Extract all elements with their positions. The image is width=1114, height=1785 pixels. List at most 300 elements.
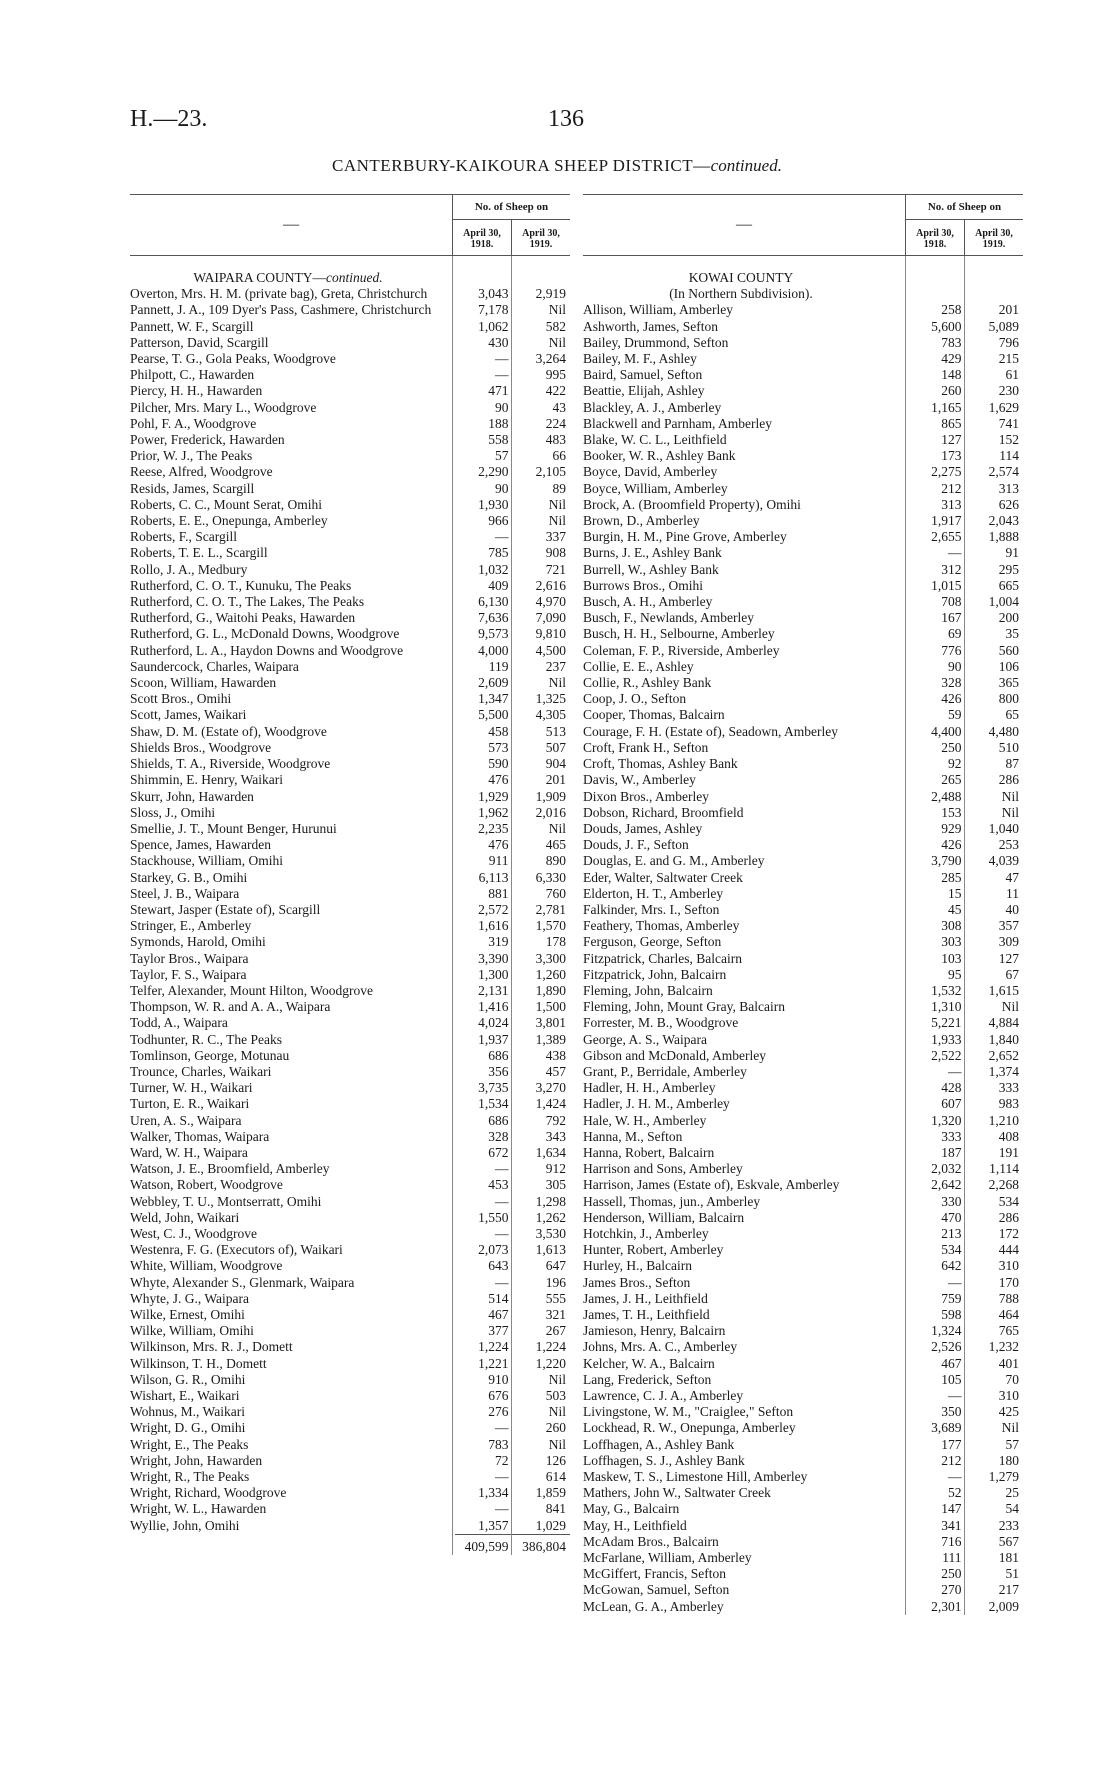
table-row [583,821,1023,837]
row-name: Kelcher, W. A., Balcairn [583,1355,715,1371]
row-name: White, William, Woodgrove [130,1258,283,1274]
table-row [583,319,1023,335]
table-row [130,1388,570,1404]
row-value-1918: 2,572 [478,901,509,917]
row-value-1919: 401 [998,1355,1019,1371]
row-value-1919: 1,634 [535,1144,566,1160]
total-row [130,1534,570,1555]
row-value-1918: 330 [941,1193,962,1209]
row-name: Lawrence, C. J. A., Amberley [583,1388,744,1404]
table-row [130,1453,570,1469]
row-value-1918: 1,347 [478,691,509,707]
row-value-1918: 328 [488,1128,509,1144]
row-value-1919: 614 [545,1469,566,1485]
row-value-1918: 558 [488,432,509,448]
row-value-1919: 995 [545,367,566,383]
row-name: Hotchkin, J., Amberley [583,1225,709,1241]
table-row [583,691,1023,707]
row-value-1919: 260 [545,1420,566,1436]
row-value-1919: 1,029 [535,1517,566,1533]
table-row [583,967,1023,983]
row-name: Boyce, William, Amberley [583,480,728,496]
row-name: Collie, R., Ashley Bank [583,675,712,691]
row-name: Overton, Mrs. H. M. (private bag), Greta, Christchurch [130,286,428,302]
row-name: Busch, H. H., Selbourne, Amberley [583,626,775,642]
row-value-1919: 337 [545,529,566,545]
table-row [130,1242,570,1258]
subtitle-continued: continued. [710,156,782,175]
table-row [583,383,1023,399]
row-value-1919: 170 [998,1274,1019,1290]
row-name: Watson, J. E., Broomfield, Amberley [130,1161,330,1177]
row-value-1918: 59 [948,707,962,723]
row-value-1918: 6,113 [478,869,509,885]
row-value-1918: 426 [941,837,962,853]
section-continued: continued. [326,270,383,285]
row-name: Grant, P., Berridale, Amberley [583,1063,747,1079]
table-row [583,675,1023,691]
row-name: Harrison and Sons, Amberley [583,1161,743,1177]
row-name: Whyte, Alexander S., Glenmark, Waipara [130,1274,355,1290]
table-row [583,707,1023,723]
row-name: Baird, Samuel, Sefton [583,367,703,383]
row-value-1918: 1,310 [931,999,962,1015]
row-value-1919: 890 [545,853,566,869]
row-value-1919: 321 [545,1307,566,1322]
row-name: Jamieson, Henry, Balcairn [583,1323,726,1339]
row-name: Wilson, G. R., Omihi [130,1371,246,1387]
row-value-1919: 912 [545,1161,566,1177]
row-value-1919: 4,039 [988,853,1019,869]
table-row [583,400,1023,416]
table-row [130,1145,570,1161]
row-name: Busch, F., Newlands, Amberley [583,610,755,626]
table-row [130,1323,570,1339]
table-row [583,789,1023,805]
table-head [583,195,1023,256]
row-value-1918: 1,930 [478,496,509,512]
row-value-1918: 285 [941,869,962,885]
row-name: Hale, W. H., Amberley [583,1112,707,1128]
row-value-1919: 464 [998,1307,1019,1322]
row-value-1919: 2,016 [535,804,566,820]
row-name: Rutherford, G. L., McDonald Downs, Woodgrove [130,626,400,642]
row-name: Booker, W. R., Ashley Bank [583,448,736,464]
section-sub-row [583,286,1023,302]
row-value-1919: 626 [998,496,1019,512]
row-value-1919: 286 [998,1209,1019,1225]
row-value-1919: 309 [998,934,1019,950]
row-value-1918: 783 [941,334,962,350]
row-name: Shields Bros., Woodgrove [130,739,272,755]
row-value-1919: 40 [1005,901,1019,917]
row-name: Burns, J. E., Ashley Bank [583,545,722,561]
row-value-1919: 425 [998,1404,1019,1420]
row-value-1919: 4,500 [535,642,566,658]
row-value-1919: 908 [545,545,566,561]
row-value-1918: 5,221 [931,1015,962,1031]
row-value-1918: — [948,1469,962,1485]
row-value-1919: 2,043 [988,513,1019,529]
row-value-1919: 483 [545,432,566,448]
table-row [130,497,570,513]
row-value-1918: 430 [488,334,509,350]
table-row [130,1275,570,1291]
row-value-1919: 2,781 [535,901,566,917]
total-label [130,1534,455,1555]
table-row [583,1048,1023,1064]
row-value-1918: — [495,529,509,545]
row-name: Spence, James, Hawarden [130,837,271,853]
row-name: West, C. J., Woodgrove [130,1225,257,1241]
table-row [130,918,570,934]
row-name: Wilke, Ernest, Omihi [130,1307,245,1322]
row-value-1918: 111 [942,1550,962,1566]
row-name: Davis, W., Amberley [583,772,696,788]
row-value-1918: 69 [948,626,962,642]
table-row [583,1485,1023,1501]
row-name: Skurr, John, Hawarden [130,788,254,804]
row-name: Dixon Bros., Amberley [583,788,709,804]
row-value-1919: 9,810 [535,626,566,642]
row-value-1918: 105 [941,1371,962,1387]
table-row [583,1161,1023,1177]
row-value-1919: 422 [545,383,566,399]
table-row [583,1194,1023,1210]
row-name: Bailey, Drummond, Sefton [583,334,729,350]
row-name: James, T. H., Leithfield [583,1307,710,1322]
row-value-1919: 444 [998,1242,1019,1258]
row-value-1918: 676 [488,1388,509,1404]
row-value-1918: 5,600 [931,318,962,334]
row-name: Ferguson, George, Sefton [583,934,722,950]
table-row [583,837,1023,853]
row-name: Wright, John, Hawarden [130,1452,263,1468]
table-row [130,1177,570,1193]
table-head [130,195,570,256]
table-row [583,1404,1023,1420]
row-value-1919: 647 [545,1258,566,1274]
row-value-1918: 2,526 [931,1339,962,1355]
row-value-1919: 3,801 [535,1015,566,1031]
row-value-1918: 429 [941,351,962,367]
row-value-1918: 476 [488,772,509,788]
table-row [130,1469,570,1485]
row-value-1919: 87 [1005,756,1019,772]
head-dash: — [130,195,453,255]
row-value-1918: 4,000 [478,642,509,658]
table-row [130,594,570,610]
row-value-1919: Nil [548,1436,566,1452]
table-row [583,513,1023,529]
table-row [130,1226,570,1242]
row-value-1918: 3,689 [931,1420,962,1436]
row-value-1918: 1,224 [478,1339,509,1355]
row-value-1918: 187 [941,1144,962,1160]
table-row [583,870,1023,886]
row-value-1919: 54 [1005,1501,1019,1517]
table-row [583,1226,1023,1242]
table-row [583,934,1023,950]
table-row [130,400,570,416]
table-row [130,1194,570,1210]
row-value-1918: 2,488 [931,788,962,804]
head-col-1919: April 30, 1919. [964,220,1023,255]
row-name: Burgin, H. M., Pine Grove, Amberley [583,529,787,545]
head-col-1919: April 30, 1919. [511,220,570,255]
row-value-1918: 573 [488,739,509,755]
row-value-1919: 230 [998,383,1019,399]
row-name: Rutherford, L. A., Haydon Downs and Woodgrove [130,642,404,658]
row-value-1919: 253 [998,837,1019,853]
table-row [130,529,570,545]
row-value-1919: Nil [548,1371,566,1387]
head-cols [906,220,1023,255]
row-value-1919: 741 [998,415,1019,431]
row-name: Hanna, Robert, Balcairn [583,1144,715,1160]
row-value-1919: 126 [545,1452,566,1468]
row-value-1918: 90 [495,480,509,496]
row-name: Thompson, W. R. and A. A., Waipara [130,999,331,1015]
row-name: Boyce, David, Amberley [583,464,718,480]
table-row [583,1210,1023,1226]
table-row [583,594,1023,610]
row-value-1919: Nil [548,513,566,529]
row-value-1919: 333 [998,1080,1019,1096]
table-row [583,1113,1023,1129]
row-name: Lang, Frederick, Sefton [583,1371,712,1387]
row-name: Hassell, Thomas, jun., Amberley [583,1193,761,1209]
table-body [583,256,1023,1615]
table-row [583,1145,1023,1161]
section-title: KOWAI COUNTY [688,270,794,285]
row-value-1919: 796 [998,334,1019,350]
row-value-1918: — [495,351,509,367]
table-row [130,659,570,675]
row-value-1919: 267 [545,1323,566,1339]
row-value-1918: 467 [488,1307,509,1322]
row-value-1919: 1,232 [988,1339,1019,1355]
row-value-1918: 15 [948,885,962,901]
row-name: Hadler, J. H. M., Amberley [583,1096,730,1112]
row-value-1919: 224 [545,415,566,431]
row-value-1918: 759 [941,1290,962,1306]
table-row [130,853,570,869]
row-value-1919: 310 [998,1258,1019,1274]
row-value-1918: 2,290 [478,464,509,480]
row-value-1918: 910 [488,1371,509,1387]
table-row [130,951,570,967]
row-value-1919: 3,270 [535,1080,566,1096]
row-name: Patterson, David, Scargill [130,334,269,350]
row-value-1919: 983 [998,1096,1019,1112]
row-name: Stringer, E., Amberley [130,918,252,934]
row-value-1919: 310 [998,1388,1019,1404]
row-name: Scott Bros., Omihi [130,691,232,707]
row-name: Loffhagen, S. J., Ashley Bank [583,1452,745,1468]
row-name: Tomlinson, George, Motunau [130,1047,290,1063]
row-value-1918: 270 [941,1582,962,1598]
row-name: Douglas, E. and G. M., Amberley [583,853,765,869]
table-row [130,1064,570,1080]
row-value-1919: 1,840 [988,1031,1019,1047]
row-value-1919: 295 [998,561,1019,577]
row-value-1919: 3,300 [535,950,566,966]
page-number: 136 [548,106,584,132]
row-value-1919: 567 [998,1533,1019,1549]
table-row [583,497,1023,513]
table-row [583,1388,1023,1404]
table-row [130,643,570,659]
table-row [130,772,570,788]
table-row [130,578,570,594]
row-value-1918: 5,500 [478,707,509,723]
table-row [130,1048,570,1064]
table-row [583,724,1023,740]
row-value-1918: 534 [941,1242,962,1258]
row-name: Todd, A., Waipara [130,1015,228,1031]
row-value-1918: 2,073 [478,1242,509,1258]
row-name: Stackhouse, William, Omihi [130,853,283,869]
table-row [130,1339,570,1355]
row-name: Pannett, W. F., Scargill [130,318,254,334]
table-row [130,789,570,805]
table-row [130,1420,570,1436]
row-value-1919: 513 [545,723,566,739]
row-name: Wilkinson, Mrs. R. J., Domett [130,1339,293,1355]
table-row [583,1534,1023,1550]
row-value-1919: 2,574 [988,464,1019,480]
row-name: Starkey, G. B., Omihi [130,869,248,885]
head-group-title: No. of Sheep on [906,195,1023,220]
row-value-1918: 213 [941,1225,962,1241]
table-row [130,481,570,497]
row-value-1919: 47 [1005,869,1019,885]
row-name: Ashworth, James, Sefton [583,318,718,334]
table-row [130,562,570,578]
row-name: McAdam Bros., Balcairn [583,1533,719,1549]
row-value-1919: Nil [1001,788,1019,804]
row-value-1918: 911 [488,853,509,869]
row-name: Rollo, J. A., Medbury [130,561,248,577]
row-value-1919: 191 [998,1144,1019,1160]
table-row [583,351,1023,367]
row-value-1919: 800 [998,691,1019,707]
head-cols [453,220,570,255]
row-value-1918: 303 [941,934,962,950]
table-row [583,1177,1023,1193]
table-row [130,691,570,707]
table-row [130,1356,570,1372]
row-value-1919: 1,279 [988,1469,1019,1485]
row-name: Fitzpatrick, John, Balcairn [583,966,727,982]
row-value-1919: 765 [998,1323,1019,1339]
row-name: Fleming, John, Balcairn [583,982,713,998]
row-value-1919: 1,389 [535,1031,566,1047]
row-name: Coleman, F. P., Riverside, Amberley [583,642,780,658]
table-row [130,302,570,318]
row-value-1919: 7,090 [535,610,566,626]
row-value-1918: 212 [941,1452,962,1468]
table-row [583,772,1023,788]
row-value-1919: 5,089 [988,318,1019,334]
row-name: Busch, A. H., Amberley [583,594,713,610]
row-value-1918: 350 [941,1404,962,1420]
table-row [130,1080,570,1096]
table-row [130,1437,570,1453]
table-row [583,1518,1023,1534]
row-value-1918: 2,522 [931,1047,962,1063]
row-name: Philpott, C., Hawarden [130,367,255,383]
row-value-1918: 7,178 [478,302,509,318]
table-row [130,610,570,626]
head-group-title: No. of Sheep on [453,195,570,220]
row-name: Douds, J. F., Sefton [583,837,689,853]
table-row [130,870,570,886]
row-name: Watson, Robert, Woodgrove [130,1177,283,1193]
row-name: Rutherford, C. O. T., Kunuku, The Peaks [130,577,352,593]
table-row [583,1242,1023,1258]
table-row [583,1599,1023,1615]
row-value-1918: 356 [488,1063,509,1079]
row-value-1918: 1,416 [478,999,509,1015]
row-name: Pannett, J. A., 109 Dyer's Pass, Cashmere, Christchurch [130,302,432,318]
row-value-1919: 217 [998,1582,1019,1598]
row-value-1918: 212 [941,480,962,496]
row-value-1918: 1,320 [931,1112,962,1128]
row-value-1918: 1,929 [478,788,509,804]
table-row [130,464,570,480]
table-row [583,448,1023,464]
row-value-1919: 2,616 [535,577,566,593]
table-row [130,1210,570,1226]
section-subtitle: (In Northern Subdivision). [669,286,813,302]
row-value-1919: 67 [1005,966,1019,982]
row-value-1919: 180 [998,1452,1019,1468]
table-row [130,837,570,853]
row-value-1919: 2,268 [988,1177,1019,1193]
row-value-1919: 2,919 [535,286,566,302]
row-value-1919: 365 [998,675,1019,691]
row-value-1918: — [495,1225,509,1241]
row-value-1918: 127 [941,432,962,448]
row-value-1919: 201 [545,772,566,788]
row-value-1918: — [495,367,509,383]
row-name: Harrison, James (Estate of), Eskvale, Amberley [583,1177,840,1193]
row-name: Blackley, A. J., Amberley [583,399,722,415]
row-value-1918: 2,655 [931,529,962,545]
table-row [583,610,1023,626]
total-1918: 409,599 [455,1534,512,1555]
row-name: McGowan, Samuel, Sefton [583,1582,730,1598]
row-value-1919: 43 [552,399,566,415]
row-value-1919: 114 [999,448,1019,464]
row-value-1919: 510 [998,739,1019,755]
row-name: Maskew, T. S., Limestone Hill, Amberley [583,1469,808,1485]
row-name: Fitzpatrick, Charles, Balcairn [583,950,742,966]
table-row [130,1032,570,1048]
row-name: Eder, Walter, Saltwater Creek [583,869,743,885]
row-value-1918: 2,275 [931,464,962,480]
page-subtitle [0,156,1114,176]
row-value-1918: 686 [488,1047,509,1063]
table-row [583,464,1023,480]
row-value-1919: 65 [1005,707,1019,723]
table-row [130,286,570,302]
section-row [583,270,1023,286]
row-name: May, H., Leithfield [583,1517,687,1533]
table-row [583,578,1023,594]
